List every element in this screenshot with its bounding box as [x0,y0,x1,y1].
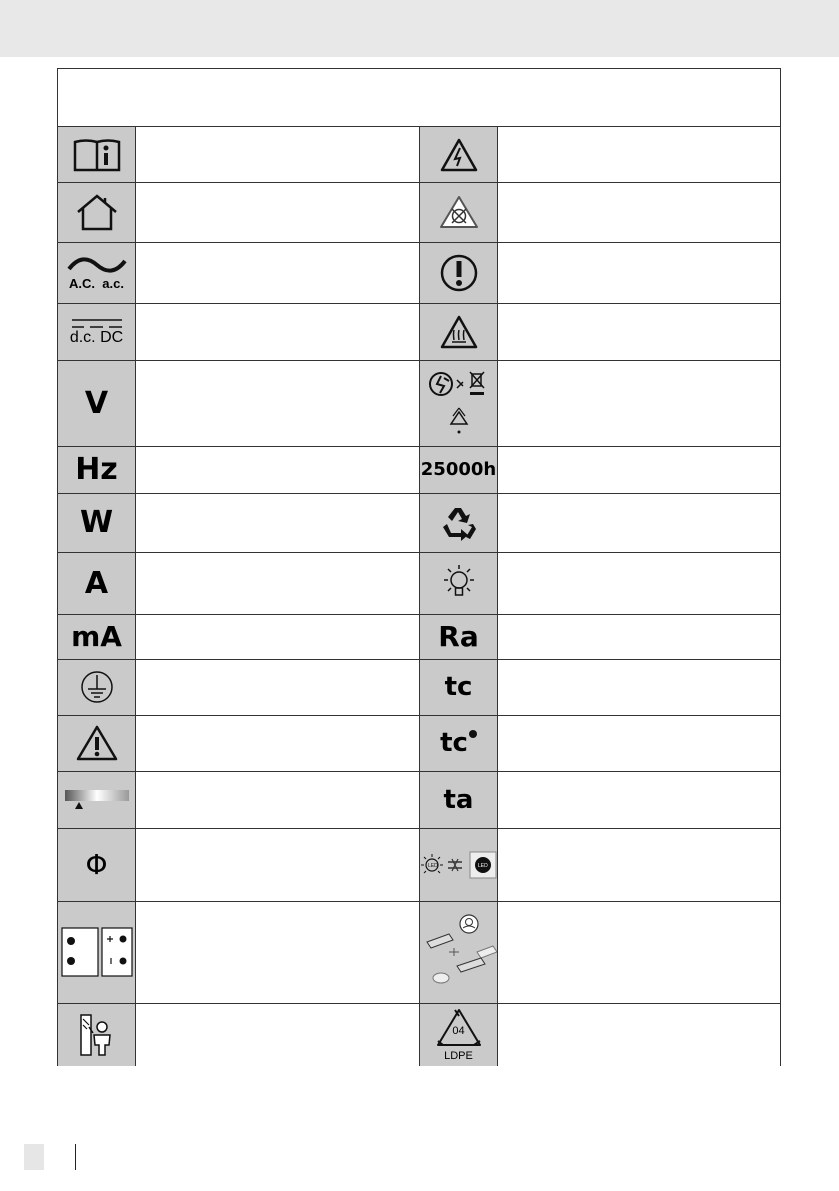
led-replacement-icon [419,849,498,881]
row-divider [58,242,780,243]
triman-recycling-icon [427,368,491,438]
ampere-icon [85,566,108,601]
row-divider [58,182,780,183]
symbol-cell-right [419,715,498,771]
symbol-cell-right [419,552,498,614]
symbol-cell-left [58,242,136,303]
description-cell-right [498,303,780,360]
description-cell-left [136,659,419,715]
description-cell-right [498,715,780,771]
symbol-cell-left [58,552,136,614]
symbol-cell-left [58,303,136,360]
row-divider [58,771,780,772]
description-cell-left [136,242,419,303]
description-cell-right [498,771,780,828]
icon-label: V [84,385,109,421]
symbol-cell-right [419,659,498,715]
row-divider [58,446,780,447]
tc-point-icon [440,728,477,758]
icon-label: Φ [85,848,108,881]
row-divider [58,1003,780,1004]
icon-label: tc [444,672,473,702]
ldpe-recycling-icon [434,1007,484,1063]
symbol-cell-left [58,446,136,493]
description-cell-left [136,360,419,446]
battery-polarity-icon [61,927,133,977]
description-cell-right [498,828,780,901]
row-divider [58,614,780,615]
resin-name: LDPE [444,1049,473,1062]
symbol-cell-left [58,493,136,552]
symbol-cell-left [58,715,136,771]
lifetime-hours-icon [421,459,496,480]
symbol-cell-right [419,303,498,360]
description-cell-left [136,552,419,614]
dot-icon [469,730,477,738]
resin-code: 04 [452,1024,465,1037]
symbol-cell-right [419,127,498,182]
icon-label: ta [443,784,474,815]
icon-label: W [79,505,114,540]
symbol-cell-left [58,901,136,1003]
symbol-cell-left [58,182,136,242]
color-rendering-icon [438,620,478,653]
description-cell-left [136,771,419,828]
icon-label: Hz [75,452,118,487]
symbol-cell-left [58,659,136,715]
description-cell-right [498,242,780,303]
description-cell-left [136,1003,419,1066]
direct-current-icon [69,317,125,347]
no-dimmer-icon [438,194,480,230]
phi-icon [85,848,107,881]
symbol-cell-right [419,901,498,1003]
symbol-cell-right [419,182,498,242]
row-divider [58,493,780,494]
indoor-house-icon [73,192,121,232]
hot-surface-icon [439,314,479,350]
icon-label: tc [440,728,468,758]
recycle-icon [439,503,479,543]
icon-label: mA [71,620,122,653]
row-divider [58,901,780,902]
svg-text:LED: LED [477,862,488,869]
icon-label: d.c. DC [69,328,124,346]
description-cell-right [498,446,780,493]
description-cell-left [136,127,419,182]
tc-icon [445,672,473,702]
protective-earth-icon [79,669,115,705]
volt-icon [85,386,108,421]
warning-triangle-icon [75,724,119,762]
description-cell-right [498,1003,780,1066]
row-divider [58,303,780,304]
row-divider [58,552,780,553]
page-top-band [0,0,839,57]
symbol-cell-right [419,1003,498,1066]
symbol-cell-right [419,446,498,493]
symbol-cell-left [58,1003,136,1066]
description-cell-right [498,614,780,659]
electric-shock-warning-icon [439,137,479,173]
description-cell-right [498,182,780,242]
symbol-cell-right [419,493,498,552]
symbol-cell-left [58,360,136,446]
description-cell-right [498,493,780,552]
symbol-cell-left [58,828,136,901]
hertz-icon [75,452,118,487]
icon-label: Ra [438,620,479,653]
caution-exclamation-icon [439,253,479,293]
description-cell-left [136,446,419,493]
symbol-table [57,68,781,1066]
symbol-cell-right [419,242,498,303]
child-danger-icon [79,1013,115,1057]
description-cell-left [136,303,419,360]
description-cell-right [498,127,780,182]
icon-label: 25000h [420,459,497,480]
svg-text:LED: LED [427,862,438,869]
symbol-cell-left [58,614,136,659]
description-cell-left [136,493,419,552]
footer-divider [75,1144,76,1170]
description-cell-left [136,828,419,901]
watt-icon [80,505,113,540]
table-header-row [58,69,780,127]
symbol-cell-left [58,771,136,828]
page-number-box [24,1144,44,1170]
description-cell-left [136,182,419,242]
symbol-cell-right [419,614,498,659]
row-divider [58,659,780,660]
light-bulb-icon [437,563,481,603]
icon-label: A.C. a.c. [69,276,124,291]
manual-info-icon [72,136,122,174]
description-cell-right [498,360,780,446]
ambient-temperature-icon [444,785,474,815]
description-cell-left [136,614,419,659]
symbol-cell-right [419,771,498,828]
professional-replacement-icon [419,912,498,992]
description-cell-right [498,552,780,614]
symbol-cell-left [58,127,136,182]
alternating-current-icon [66,254,128,291]
milliampere-icon [71,620,122,653]
description-cell-left [136,901,419,1003]
row-divider [58,715,780,716]
symbol-cell-right [419,828,498,901]
row-divider [58,828,780,829]
icon-label: A [84,565,109,601]
description-cell-right [498,901,780,1003]
description-cell-left [136,715,419,771]
row-divider [58,360,780,361]
dimmable-gradient-icon [65,790,129,810]
description-cell-right [498,659,780,715]
symbol-cell-right [419,360,498,446]
